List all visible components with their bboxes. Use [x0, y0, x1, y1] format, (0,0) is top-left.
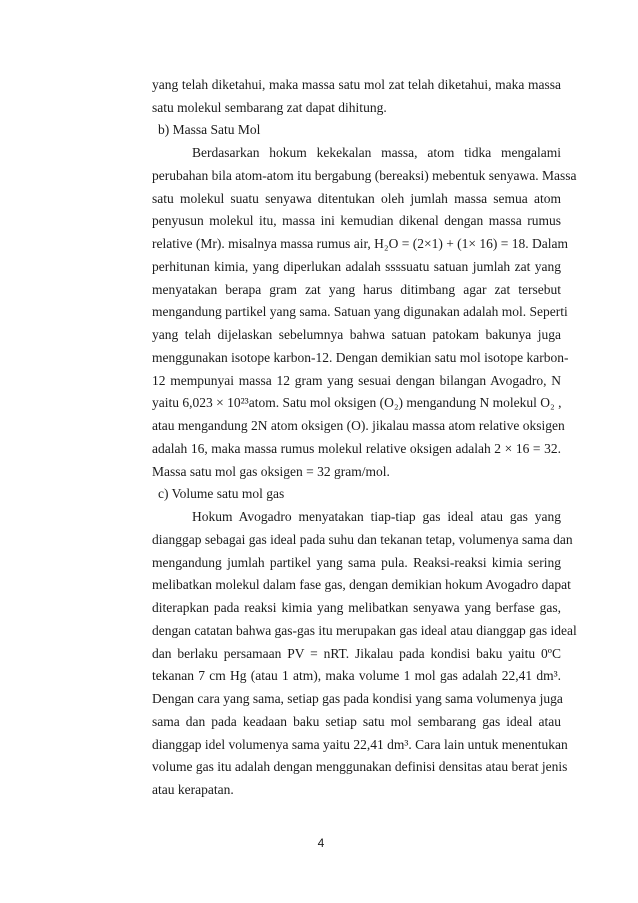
section-heading: b) Massa Satu Mol	[158, 122, 261, 137]
paragraph-line: satu molekul suatu senyawa ditentukan oleh jumlah massa semua atom	[152, 191, 561, 206]
paragraph-line: melibatkan molekul dalam fase gas, dengan demikian hokum Avogadro dapat	[152, 577, 571, 592]
paragraph-line: atau kerapatan.	[152, 782, 234, 797]
page-number: 4	[317, 836, 325, 850]
paragraph-line: mengandung jumlah partikel yang sama pula. Reaksi-reaksi kimia sering	[152, 555, 561, 570]
paragraph-line: adalah 16, maka massa rumus molekul relative oksigen adalah 2 × 16 = 32.	[152, 441, 561, 456]
paragraph-line: dianggap idel volumenya sama yaitu 22,41 dm³. Cara lain untuk menentukan	[152, 737, 568, 752]
paragraph-line: dianggap sebagai gas ideal pada suhu dan tekanan tetap, volumenya sama dan	[152, 532, 573, 547]
paragraph-line: menggunakan isotope karbon-12. Dengan demikian satu mol isotope karbon-	[152, 350, 569, 365]
section-heading: c) Volume satu mol gas	[158, 486, 285, 501]
paragraph-line: mengandung partikel yang sama. Satuan yang digunakan adalah mol. Seperti	[152, 304, 568, 319]
paragraph-line: dan berlaku persamaan PV = nRT. Jikalau pada kondisi baku yaitu 0ºC	[152, 646, 561, 661]
paragraph-line: sama dan pada keadaan baku setiap satu mol sembarang gas ideal atau	[152, 714, 561, 729]
paragraph-line: atau mengandung 2N atom oksigen (O). jikalau massa atom relative oksigen	[152, 418, 565, 433]
paragraph-line: yaitu 6,023 × 10²³atom. Satu mol oksigen (O₂) mengandung N molekul O₂ ,	[152, 395, 562, 410]
paragraph-line: yang telah dijelaskan sebelumnya bahwa satuan patokam bakunya juga	[152, 327, 561, 342]
paragraph-line: tekanan 7 cm Hg (atau 1 atm), maka volume 1 mol gas adalah 22,41 dm³.	[152, 668, 561, 683]
paragraph-line: diterapkan pada reaksi kimia yang melibatkan senyawa yang berfase gas,	[152, 600, 561, 615]
paragraph-line: relative (Mr). misalnya massa rumus air, H₂O = (2×1) + (1× 16) = 18. Dalam	[152, 236, 569, 251]
paragraph-line: dengan catatan bahwa gas-gas itu merupakan gas ideal atau dianggap gas ideal	[152, 623, 577, 638]
paragraph-line: volume gas itu adalah dengan menggunakan definisi densitas atau berat jenis	[152, 759, 568, 774]
paragraph-line: Berdasarkan hokum kekekalan massa, atom tidka mengalami	[192, 145, 561, 160]
paragraph-line: Dengan cara yang sama, setiap gas pada kondisi yang sama volumenya juga	[152, 691, 563, 706]
paragraph-line: yang telah diketahui, maka massa satu mol zat telah diketahui, maka massa	[152, 77, 561, 92]
paragraph-line: satu molekul sembarang zat dapat dihitung.	[152, 100, 387, 115]
paragraph-line: Hokum Avogadro menyatakan tiap-tiap gas ideal atau gas yang	[192, 509, 561, 524]
paragraph-line: 12 mempunyai massa 12 gram yang sesuai dengan bilangan Avogadro, N	[152, 373, 561, 388]
paragraph-line: perubahan bila atom-atom itu bergabung (bereaksi) mebentuk senyawa. Massa	[152, 168, 577, 183]
paragraph-line: Massa satu mol gas oksigen = 32 gram/mol.	[152, 464, 390, 479]
paragraph-line: penyusun molekul itu, massa ini kemudian dikenal dengan massa rumus	[152, 213, 561, 228]
paragraph-line: menyatakan berapa gram zat yang harus ditimbang agar zat tersebut	[152, 282, 561, 297]
paragraph-line: perhitunan kimia, yang diperlukan adalah ssssuatu satuan jumlah zat yang	[152, 259, 561, 274]
